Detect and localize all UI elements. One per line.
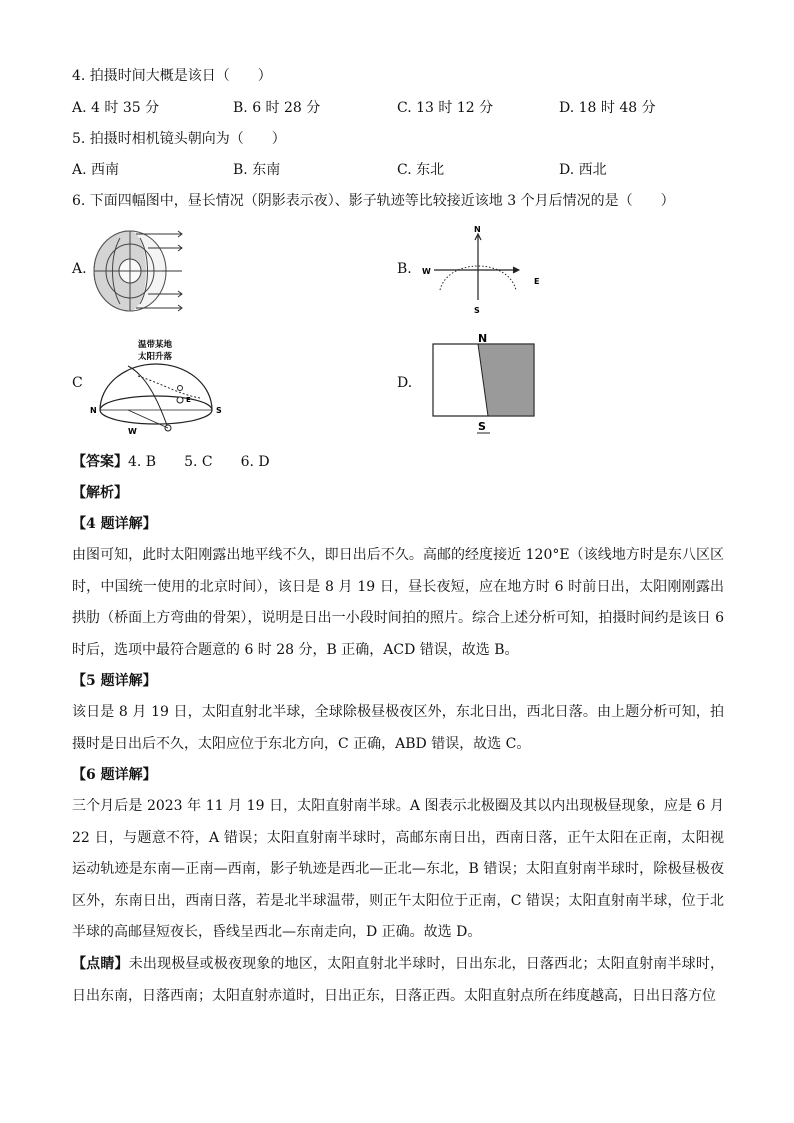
fig-c-title-1: 温带某地: [138, 340, 173, 350]
detail-5-title: 【5 题详解】: [72, 673, 157, 689]
q5-option-b: B. 东南: [233, 162, 281, 178]
tip-paragraph: [72, 949, 724, 1012]
answer-label: 【答案】: [72, 454, 128, 470]
q5-option-c: C. 东北: [397, 162, 445, 178]
fig-c-label: C: [72, 375, 83, 391]
fig-c-title-2: 太阳升落: [138, 352, 173, 362]
fig-d-south: S: [478, 420, 486, 433]
answer-text: 4. B 5. C 6. D: [128, 454, 270, 470]
q4-stem: 4. 拍摄时间大概是该日（ ）: [72, 68, 272, 84]
fig-b-north: N: [474, 225, 481, 234]
q4-option-a: A. 4 时 35 分: [72, 100, 160, 116]
tip-body: 未出现极昼或极夜现象的地区，太阳直射北半球时，日出东北，日落西北；太阳直射南半球时，日出东南，日落西南；太阳直射赤道时，日出正东，日落正西。太阳直射点所在纬度越高，日出日落方位: [72, 956, 725, 1004]
fig-c-east: E: [186, 396, 191, 404]
detail-6-title: 【6 题详解】: [72, 767, 157, 783]
q6-stem: 6. 下面四幅图中，昼长情况（阴影表示夜）、影子轨迹等比较接近该地 3 个月后情况的是（ ）: [72, 193, 675, 209]
q4-option-c: C. 13 时 12 分: [397, 100, 494, 116]
fig-c-south: S: [216, 406, 222, 415]
q5-stem: 5. 拍摄时相机镜头朝向为（ ）: [72, 131, 286, 147]
q4-option-b: B. 6 时 28 分: [233, 100, 321, 116]
fig-c-north: N: [90, 406, 97, 415]
answer-line: [72, 452, 270, 472]
figure-b-shadow-track: [418, 220, 548, 320]
fig-c-west: W: [128, 427, 137, 436]
q5-option-a: A. 西南: [72, 162, 120, 178]
detail-5-body: 该日是 8 月 19 日，太阳直射北半球，全球除极昼极夜区外，东北日出，西北日落。由上题分析可知，拍摄时是日出后不久，太阳应位于东北方向，C 正确，ABD 错误，故选 C。: [72, 704, 724, 752]
detail-4-body: 由图可知，此时太阳刚露出地平线不久，即日出后不久。高邮的经度接近 120°E（该线地方时是东八区区时，中国统一使用的北京时间），该日是 8 月 19 日，昼长夜短，应在地方时 6 时前日出，太阳刚刚露出拱肋（桥面上方弯曲的骨架），说明是日出一小段时间拍的照片。综合上述分析可知，拍摄时间约是该日 6 时后，选项中最符合题意的 6 时 28 分，B 正确，ACD 错误，故选 B。: [72, 547, 724, 658]
fig-b-label: B.: [397, 261, 412, 277]
fig-d-label: D.: [397, 375, 413, 391]
figure-d-terminator: [430, 330, 540, 436]
q4-option-d: D. 18 时 48 分: [559, 100, 656, 116]
figure-c-sun-path-hemisphere: [88, 336, 228, 438]
fig-d-north: N: [478, 332, 488, 345]
detail-4-title: 【4 题详解】: [72, 516, 157, 532]
fig-b-south: S: [474, 306, 480, 315]
figure-a-polar-day-diagram: [92, 226, 184, 316]
fig-a-label: A.: [72, 261, 87, 277]
tip-label: 【点睛】: [72, 956, 129, 972]
analysis-label: 【解析】: [72, 485, 128, 501]
fig-b-west: W: [422, 267, 431, 276]
q5-option-d: D. 西北: [559, 162, 607, 178]
fig-b-east: E: [534, 277, 540, 286]
detail-6-body: 三个月后是 2023 年 11 月 19 日，太阳直射南半球。A 图表示北极圈及其以内出现极昼现象，应是 6 月 22 日，与题意不符，A 错误；太阳直射南半球时，高邮东南日出，西南日落，正午太阳在正南，太阳视运动轨迹是东南—正南—西南，影子轨迹是西北—正北—东北，B 错误；太阳直射南半球时，除极昼极夜区外，东南日出，西南日落，若是北半球温带，则正午太阳位于正南，C 错误；太阳直射南半球，位于北半球的高邮昼短夜长，昏线呈西北—东南走向，D 正确。故选 D。: [72, 798, 724, 940]
